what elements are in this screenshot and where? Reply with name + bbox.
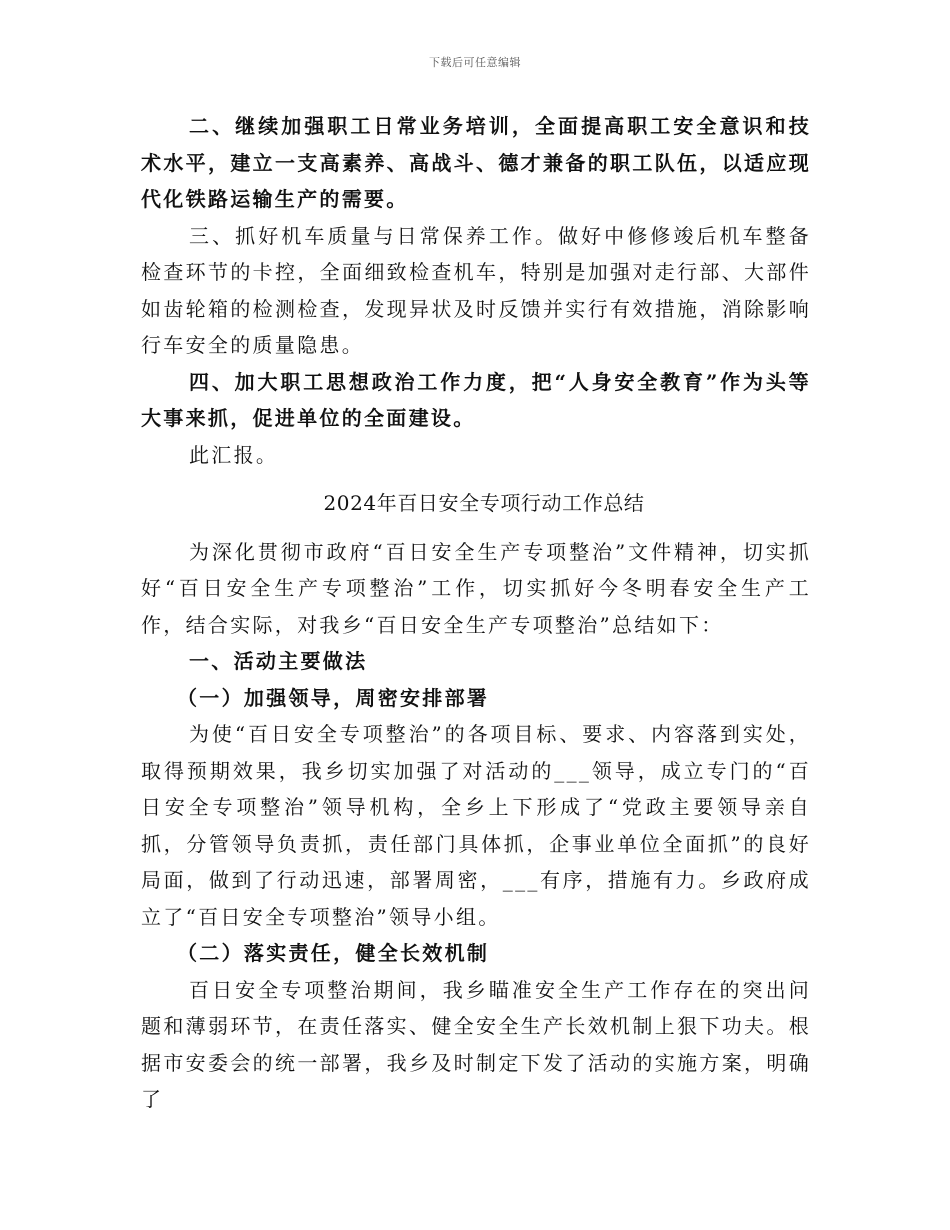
- heading-implement-responsibility: （二）落实责任，健全长效机制: [177, 941, 490, 965]
- paragraph-section-two: 二、继续加强职工日常业务培训，全面提高职工安全意识和技术水平，建立一支高素养、高战斗、德才兼备的职工队伍，以适应现代化铁路运输生产的需要。: [141, 114, 811, 211]
- paragraph-intro: 为深化贯彻市政府“百日安全生产专项整治”文件精神，切实抓好“百日安全生产专项整治”工作，切实抓好今冬明春安全生产工作，结合实际，对我乡“百日安全生产专项整治”总结如下：: [141, 539, 811, 637]
- paragraph-closing: 此汇报。: [189, 442, 279, 467]
- paragraph-responsibility: 百日安全专项整治期间，我乡瞄准安全生产工作存在的突出问题和薄弱环节，在责任落实、健全安全生产长效机制上狠下功夫。根据市安委会的统一部署，我乡及时制定下发了活动的实施方案，明确了: [141, 977, 811, 1111]
- paragraph-section-three: 三、抓好机车质量与日常保养工作。做好中修修竣后机车整备检查环节的卡控，全面细致检查机车，特别是加强对走行部、大部件如齿轮箱的检测检查，发现异状及时反馈并实行有效措施，消除影响行车安全的质量隐患。: [141, 223, 811, 357]
- document-body: [141, 108, 811, 1118]
- paragraph-section-four: 四、加大职工思想政治工作力度，把“人身安全教育”作为头等大事来抓，促进单位的全面建设。: [141, 369, 811, 430]
- page-header: 下载后可任意编辑: [429, 56, 521, 69]
- document-title: 2024年百日安全专项行动工作总结: [323, 491, 645, 515]
- paragraph-leadership: 为使“百日安全专项整治”的各项目标、要求、内容落到实处，取得预期效果，我乡切实加强了对活动的___领导，成立专门的“百日安全专项整治”领导机构，全乡上下形成了“党政主要领导亲自抓，分管领导负责抓，责任部门具体抓，企事业单位全面抓”的良好局面，做到了行动迅速，部署周密，___有序，措施有力。乡政府成立了“百日安全专项整治”领导小组。: [141, 722, 811, 929]
- heading-main-practices: 一、活动主要做法: [189, 649, 368, 673]
- heading-strengthen-leadership: （一）加强领导，周密安排部署: [177, 685, 490, 710]
